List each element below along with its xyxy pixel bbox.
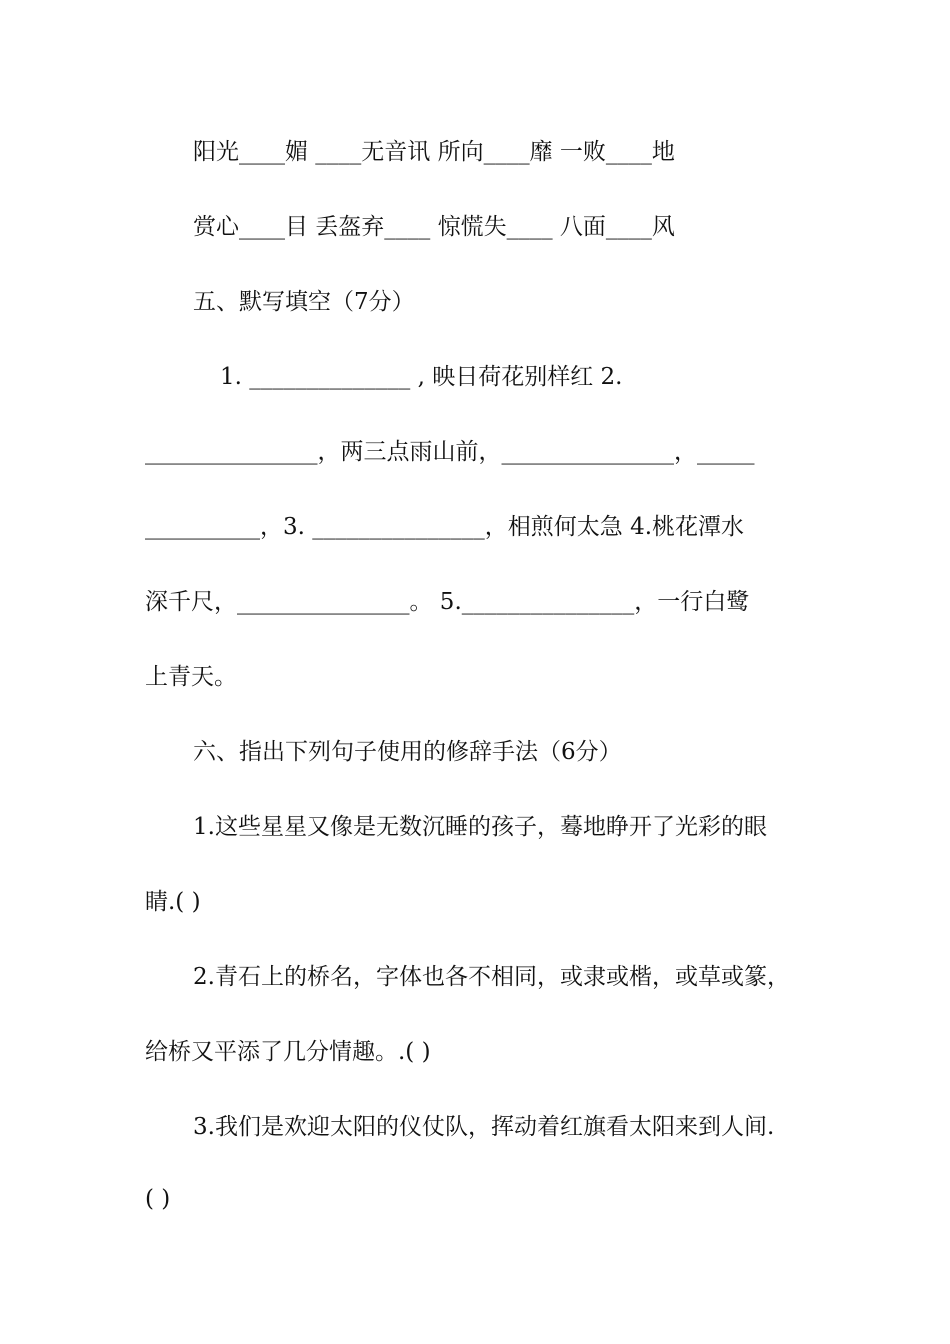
idiom-fill-row-2: 赏心____目 丢盔弃____ 惊慌失____ 八面____风 [193, 214, 675, 240]
section-5-heading: 五、默写填空（7分） [193, 289, 415, 315]
section-6-heading: 六、指出下列句子使用的修辞手法（6分） [193, 739, 622, 765]
question-3-line-1: 3.我们是欢迎太阳的仪仗队，挥动着红旗看太阳来到人间. [193, 1114, 775, 1140]
poem-fill-line-5: 上青天。 [145, 664, 237, 690]
idiom-fill-row-1: 阳光____媚 ____无音讯 所向____靡 一败____地 [193, 139, 675, 165]
question-1-line-2: 睛.( ) [145, 889, 201, 915]
poem-fill-line-3: __________，3. _______________，相煎何太急 4.桃花潭水 [145, 514, 745, 540]
poem-fill-line-4: 深千尺，_______________。 5._______________，一行白鹭 [145, 589, 750, 615]
question-3-line-2: ( ) [145, 1186, 171, 1212]
question-2-line-1: 2.青石上的桥名，字体也各不相同，或隶或楷，或草或篆， [193, 964, 790, 990]
question-2-line-2: 给桥又平添了几分情趣。.( ) [145, 1039, 431, 1065]
poem-fill-line-2: _______________，两三点雨山前，_______________，_____ [145, 439, 755, 465]
question-1-line-1: 1.这些星星又像是无数沉睡的孩子，蓦地睁开了光彩的眼 [193, 814, 767, 840]
poem-fill-line-1: 1. ______________ , 映日荷花别样红 2. [220, 364, 623, 390]
